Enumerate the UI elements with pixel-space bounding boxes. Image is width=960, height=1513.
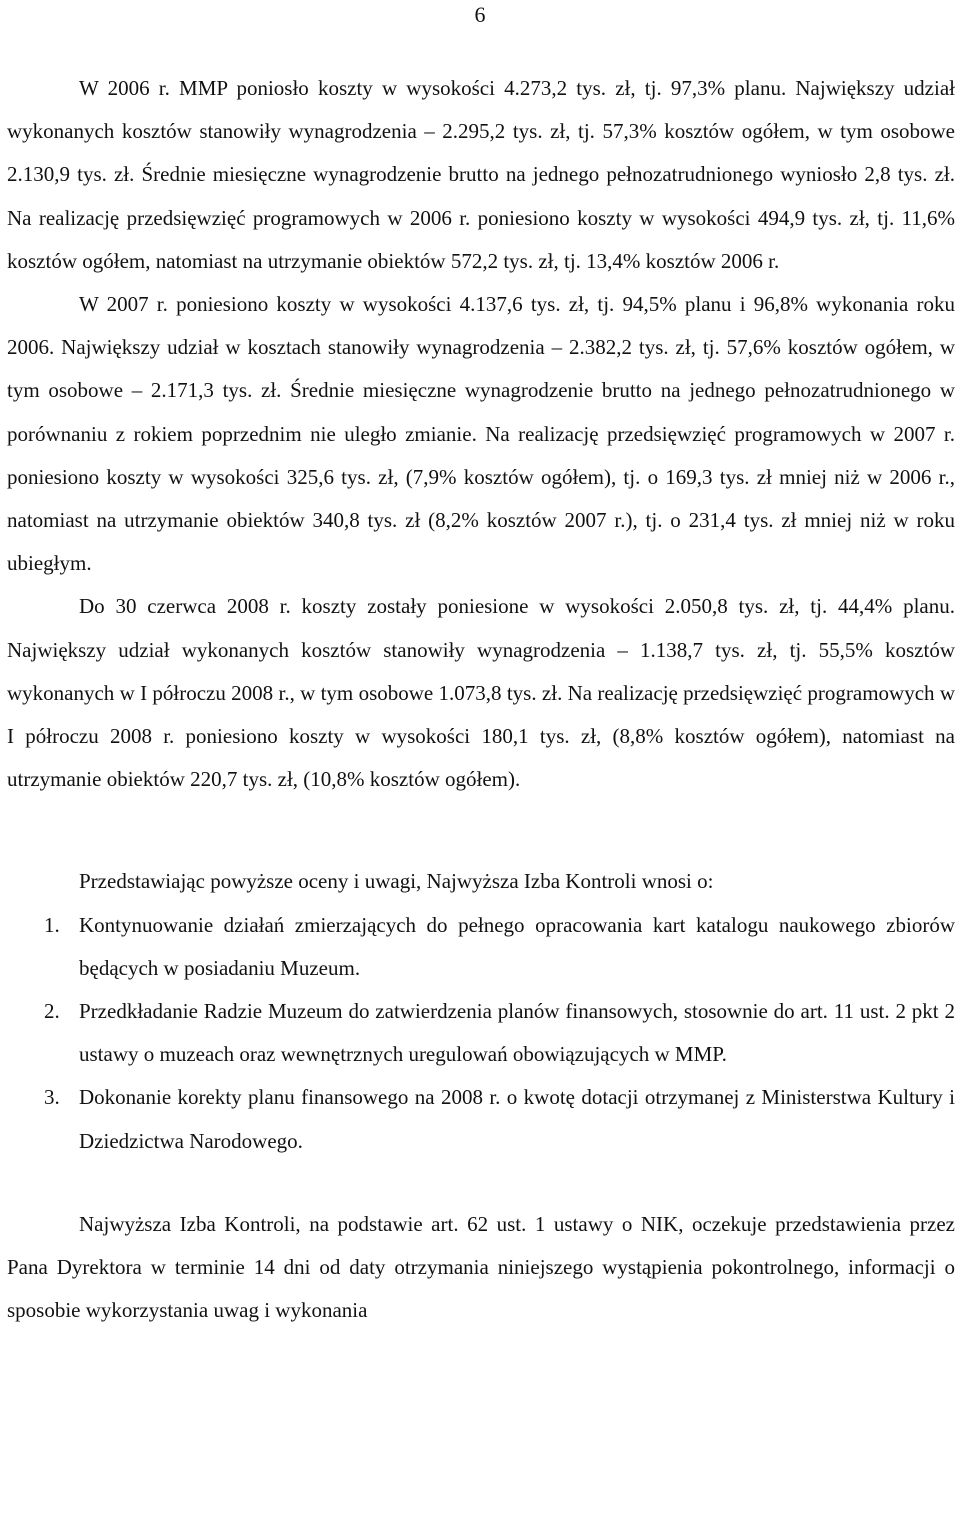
spacer [7, 801, 955, 860]
list-item-number: 1. [44, 912, 60, 937]
list-item-number: 3. [44, 1085, 60, 1110]
list-item-text: Przedkładanie Radzie Muzeum do zatwierdzenia planów finansowych, stosownie do art. 11 ust. 2 pkt 2 ustawy o muzeach oraz wewnętrznych uregulowań obowiązujących w MMP. [79, 999, 955, 1067]
list-item-text: Dokonanie korekty planu finansowego na 2008 r. o kwotę dotacji otrzymanej z Ministerstwa Kultury i Dziedzictwa Narodowego. [79, 1085, 955, 1153]
page-number: 6 [474, 2, 486, 27]
list-item-text: Kontynuowanie działań zmierzających do pełnego opracowania kart katalogu naukowego zbiorów będących w posiadaniu Muzeum. [79, 912, 955, 980]
paragraph-costs-2007: W 2007 r. poniesiono koszty w wysokości 4.137,6 tys. zł, tj. 94,5% planu i 96,8% wykonania roku 2006. Największy udział w kosztach stanowiły wynagrodzenia – 2.382,2 tys. zł, tj. 57,6% kosztów ogółem, w tym osobowe – 2.171,3 tys. zł. Średnie miesięczne wynagrodzenie brutto na jednego pełnozatrudnionego w porównaniu z rokiem poprzednim nie uległo zmianie. Na realizację przedsięwzięć programowych w 2007 r. poniesiono koszty w wysokości 325,6 tys. zł, (7,9% kosztów ogółem), tj. o 169,3 tys. zł mniej niż w 2006 r., natomiast na utrzymanie obiektów 340,8 tys. zł (8,2% kosztów 2007 r.), tj. o 231,4 tys. zł mniej niż w roku ubiegłym. [7, 292, 955, 576]
paragraph-costs-2006: W 2006 r. MMP poniosło koszty w wysokości 4.273,2 tys. zł, tj. 97,3% planu. Największy udział wykonanych kosztów stanowiły wynagrodzenia – 2.295,2 tys. zł, tj. 57,3% kosztów ogółem, w tym osobowe 2.130,9 tys. zł. Średnie miesięczne wynagrodzenie brutto na jednego pełnozatrudnionego wyniosło 2,8 tys. zł. Na realizację przedsięwzięć programowych w 2006 r. poniesiono koszty w wysokości 494,9 tys. zł, tj. 11,6% kosztów ogółem, natomiast na utrzymanie obiektów 572,2 tys. zł, tj. 13,4% kosztów 2006 r. [7, 76, 955, 273]
conclusions-intro: Przedstawiając powyższe oceny i uwagi, Najwyższa Izba Kontroli wnosi o: [79, 869, 714, 894]
paragraph-costs-2008: Do 30 czerwca 2008 r. koszty zostały poniesione w wysokości 2.050,8 tys. zł, tj. 44,4% planu. Największy udział wykonanych kosztów stanowiły wynagrodzenia – 1.138,7 tys. zł, tj. 55,5% kosztów wykonanych w I półroczu 2008 r., w tym osobowe 1.073,8 tys. zł. Na realizację przedsięwzięć programowych w I półroczu 2008 r. poniesiono koszty w wysokości 180,1 tys. zł, (8,8% kosztów ogółem), natomiast na utrzymanie obiektów 220,7 tys. zł, (10,8% kosztów ogółem). [7, 594, 955, 792]
list-item [7, 1076, 955, 1162]
list-item [7, 904, 955, 990]
conclusions-list [7, 904, 955, 1163]
spacer [7, 1163, 955, 1203]
list-item [7, 990, 955, 1076]
closing-paragraph: Najwyższa Izba Kontroli, na podstawie art. 62 ust. 1 ustawy o NIK, oczekuje przedstawienia przez Pana Dyrektora w terminie 14 dni od daty otrzymania niniejszego wystąpienia pokontrolnego, informacji o sposobie wykorzystania uwag i wykonania [7, 1211, 955, 1323]
list-item-number: 2. [44, 999, 60, 1024]
document-body [7, 67, 955, 1332]
